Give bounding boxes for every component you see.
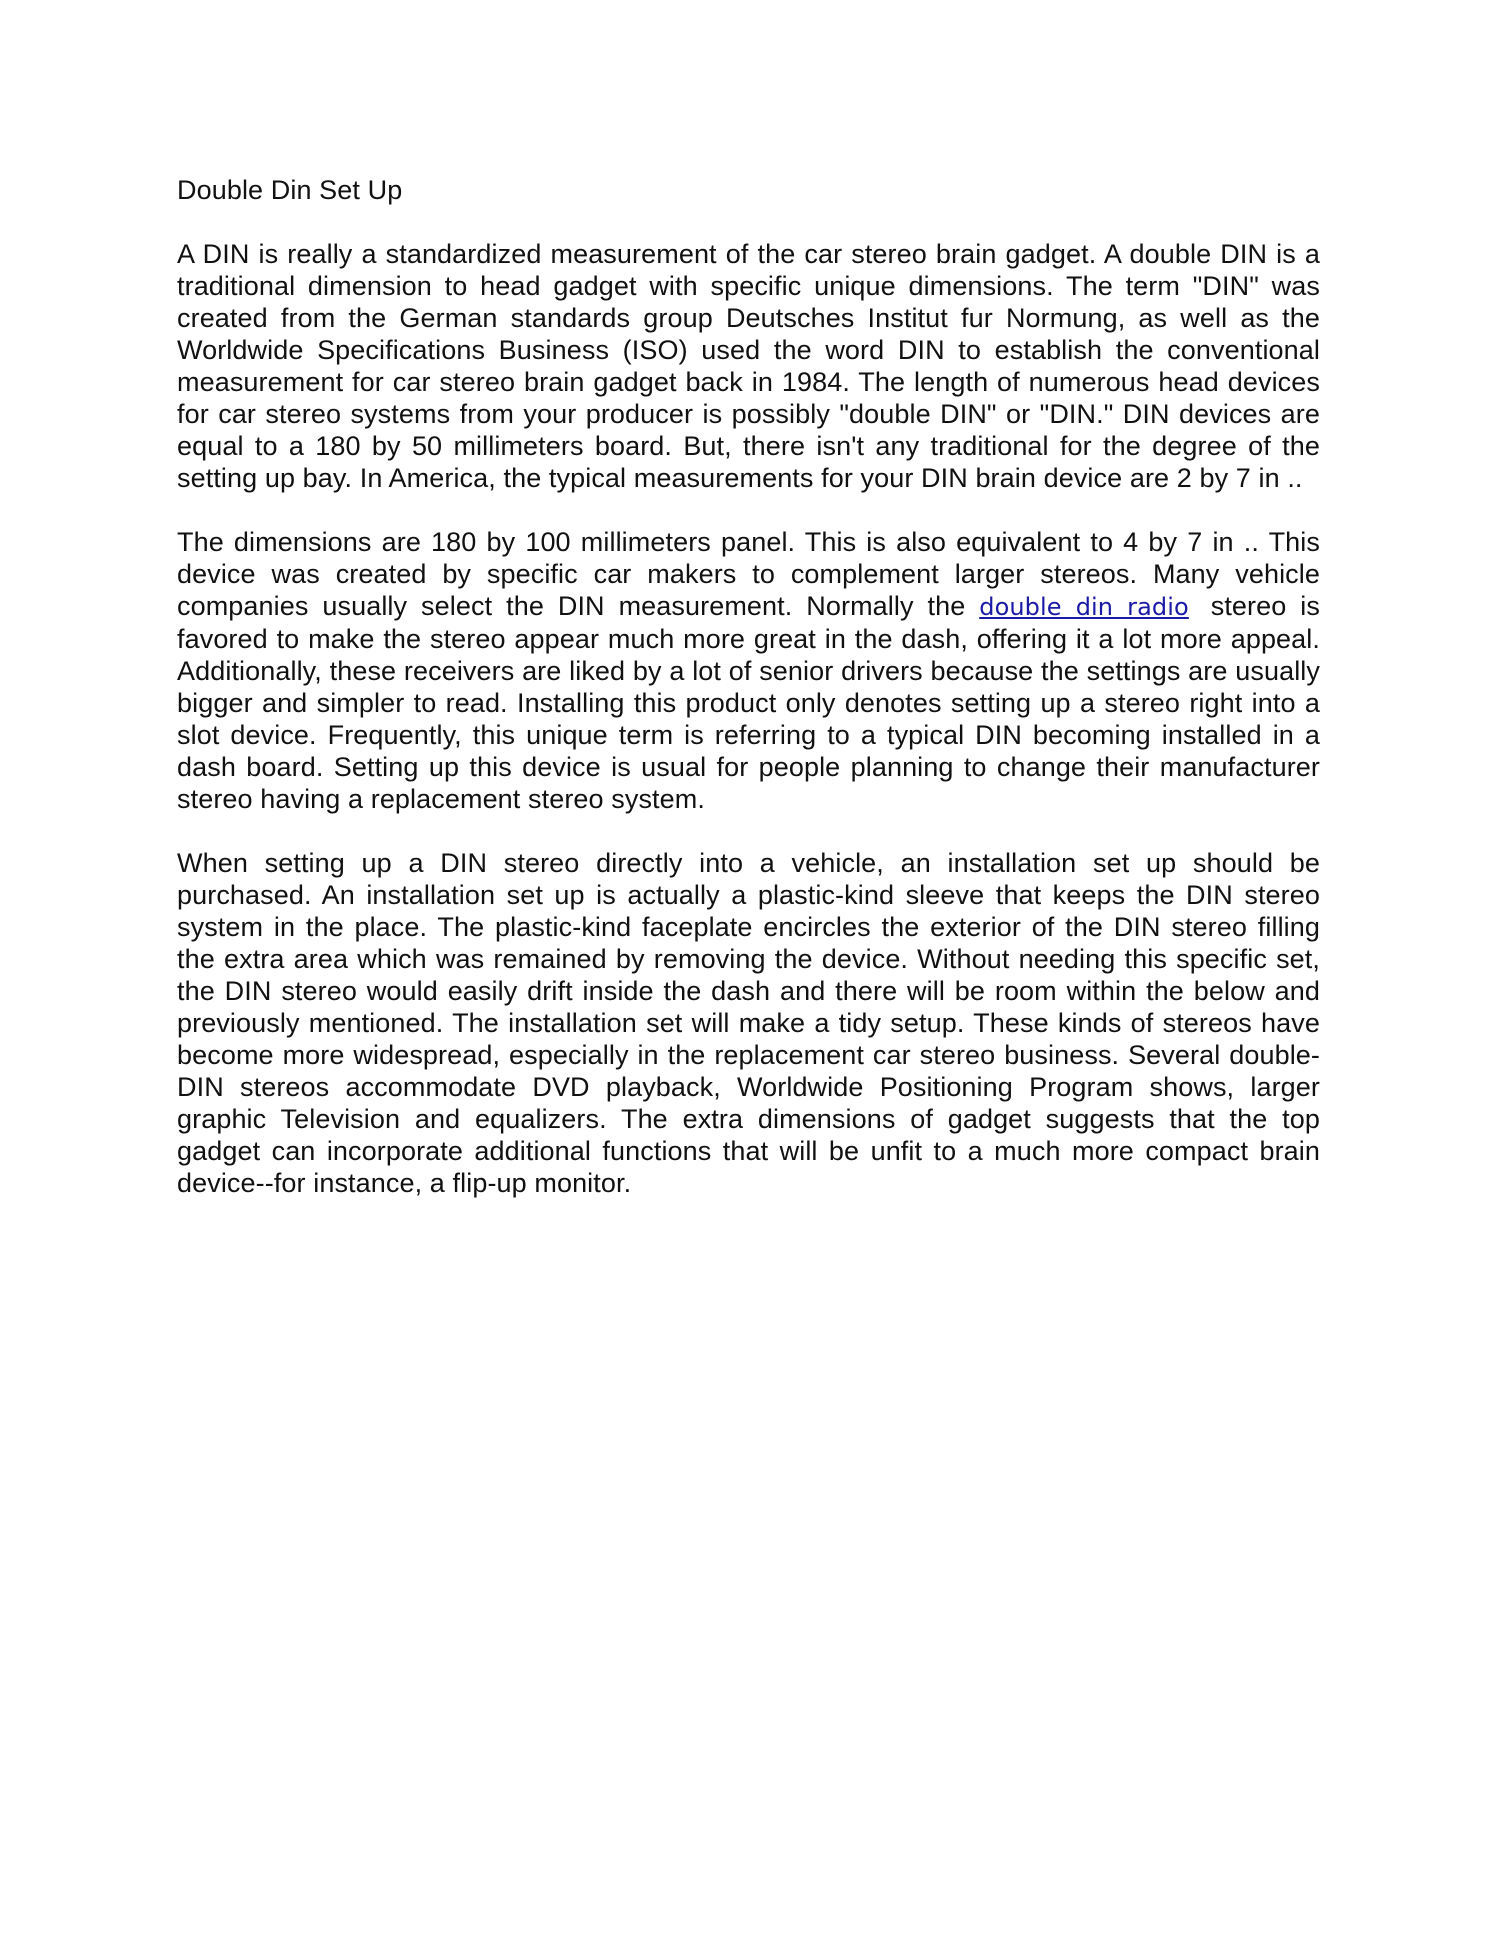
paragraph-2 <box>177 526 1320 815</box>
paragraph-1: A DIN is really a standardized measurement of the car stereo brain gadget. A double DIN is a traditional dimension to head gadget with specific unique dimensions. The term "DIN" was created from the German standards group Deutsches Institut fur Normung, as well as the Worldwide Specifications Business (ISO) used the word DIN to establish the conventional measurement for car stereo brain gadget back in 1984. The length of numerous head devices for car stereo systems from your producer is possibly "double DIN" or "DIN." DIN devices are equal to a 180 by 50 millimeters board. But, there isn't any traditional for the degree of the setting up bay. In America, the typical measurements for your DIN brain device are 2 by 7 in .. <box>177 239 1320 493</box>
document-title: Double Din Set Up <box>177 175 403 205</box>
paragraph-3: When setting up a DIN stereo directly into a vehicle, an installation set up should be purchased. An installation set up is actually a plastic-kind sleeve that keeps the DIN stereo system in the place. The plastic-kind faceplate encircles the exterior of the DIN stereo filling the extra area which was remained by removing the device. Without needing this specific set, the DIN stereo would easily drift inside the dash and there will be room within the below and previously mentioned. The installation set will make a tidy setup. These kinds of stereos have become more widespread, especially in the replacement car stereo business. Several double-DIN stereos accommodate DVD playback, Worldwide Positioning Program shows, larger graphic Television and equalizers. The extra dimensions of gadget suggests that the top gadget can incorporate additional functions that will be unfit to a much more compact brain device--for instance, a flip-up monitor. <box>177 848 1320 1198</box>
paragraph-2-text-before-link: The dimensions are 180 by 100 millimeters panel. This is also equivalent to 4 by 7 in .. This device was created by specific car makers to complement larger stereos. Many vehicle companies usually select the DIN measurement. Normally the <box>177 527 1320 621</box>
paragraph-2-text-after-link: stereo is favored to make the stereo appear much more great in the dash, offering it a lot more appeal. Additionally, these receivers are liked by a lot of senior drivers because the settings are usually bigger and simpler to read. Installing this product only denotes setting up a stereo right into a slot device. Frequently, this unique term is referring to a typical DIN becoming installed in a dash board. Setting up this device is usual for people planning to change their manufacturer stereo having a replacement stereo system. <box>177 591 1320 814</box>
document-body <box>177 174 1320 1231</box>
double-din-radio-link[interactable]: double din radio <box>979 593 1189 621</box>
